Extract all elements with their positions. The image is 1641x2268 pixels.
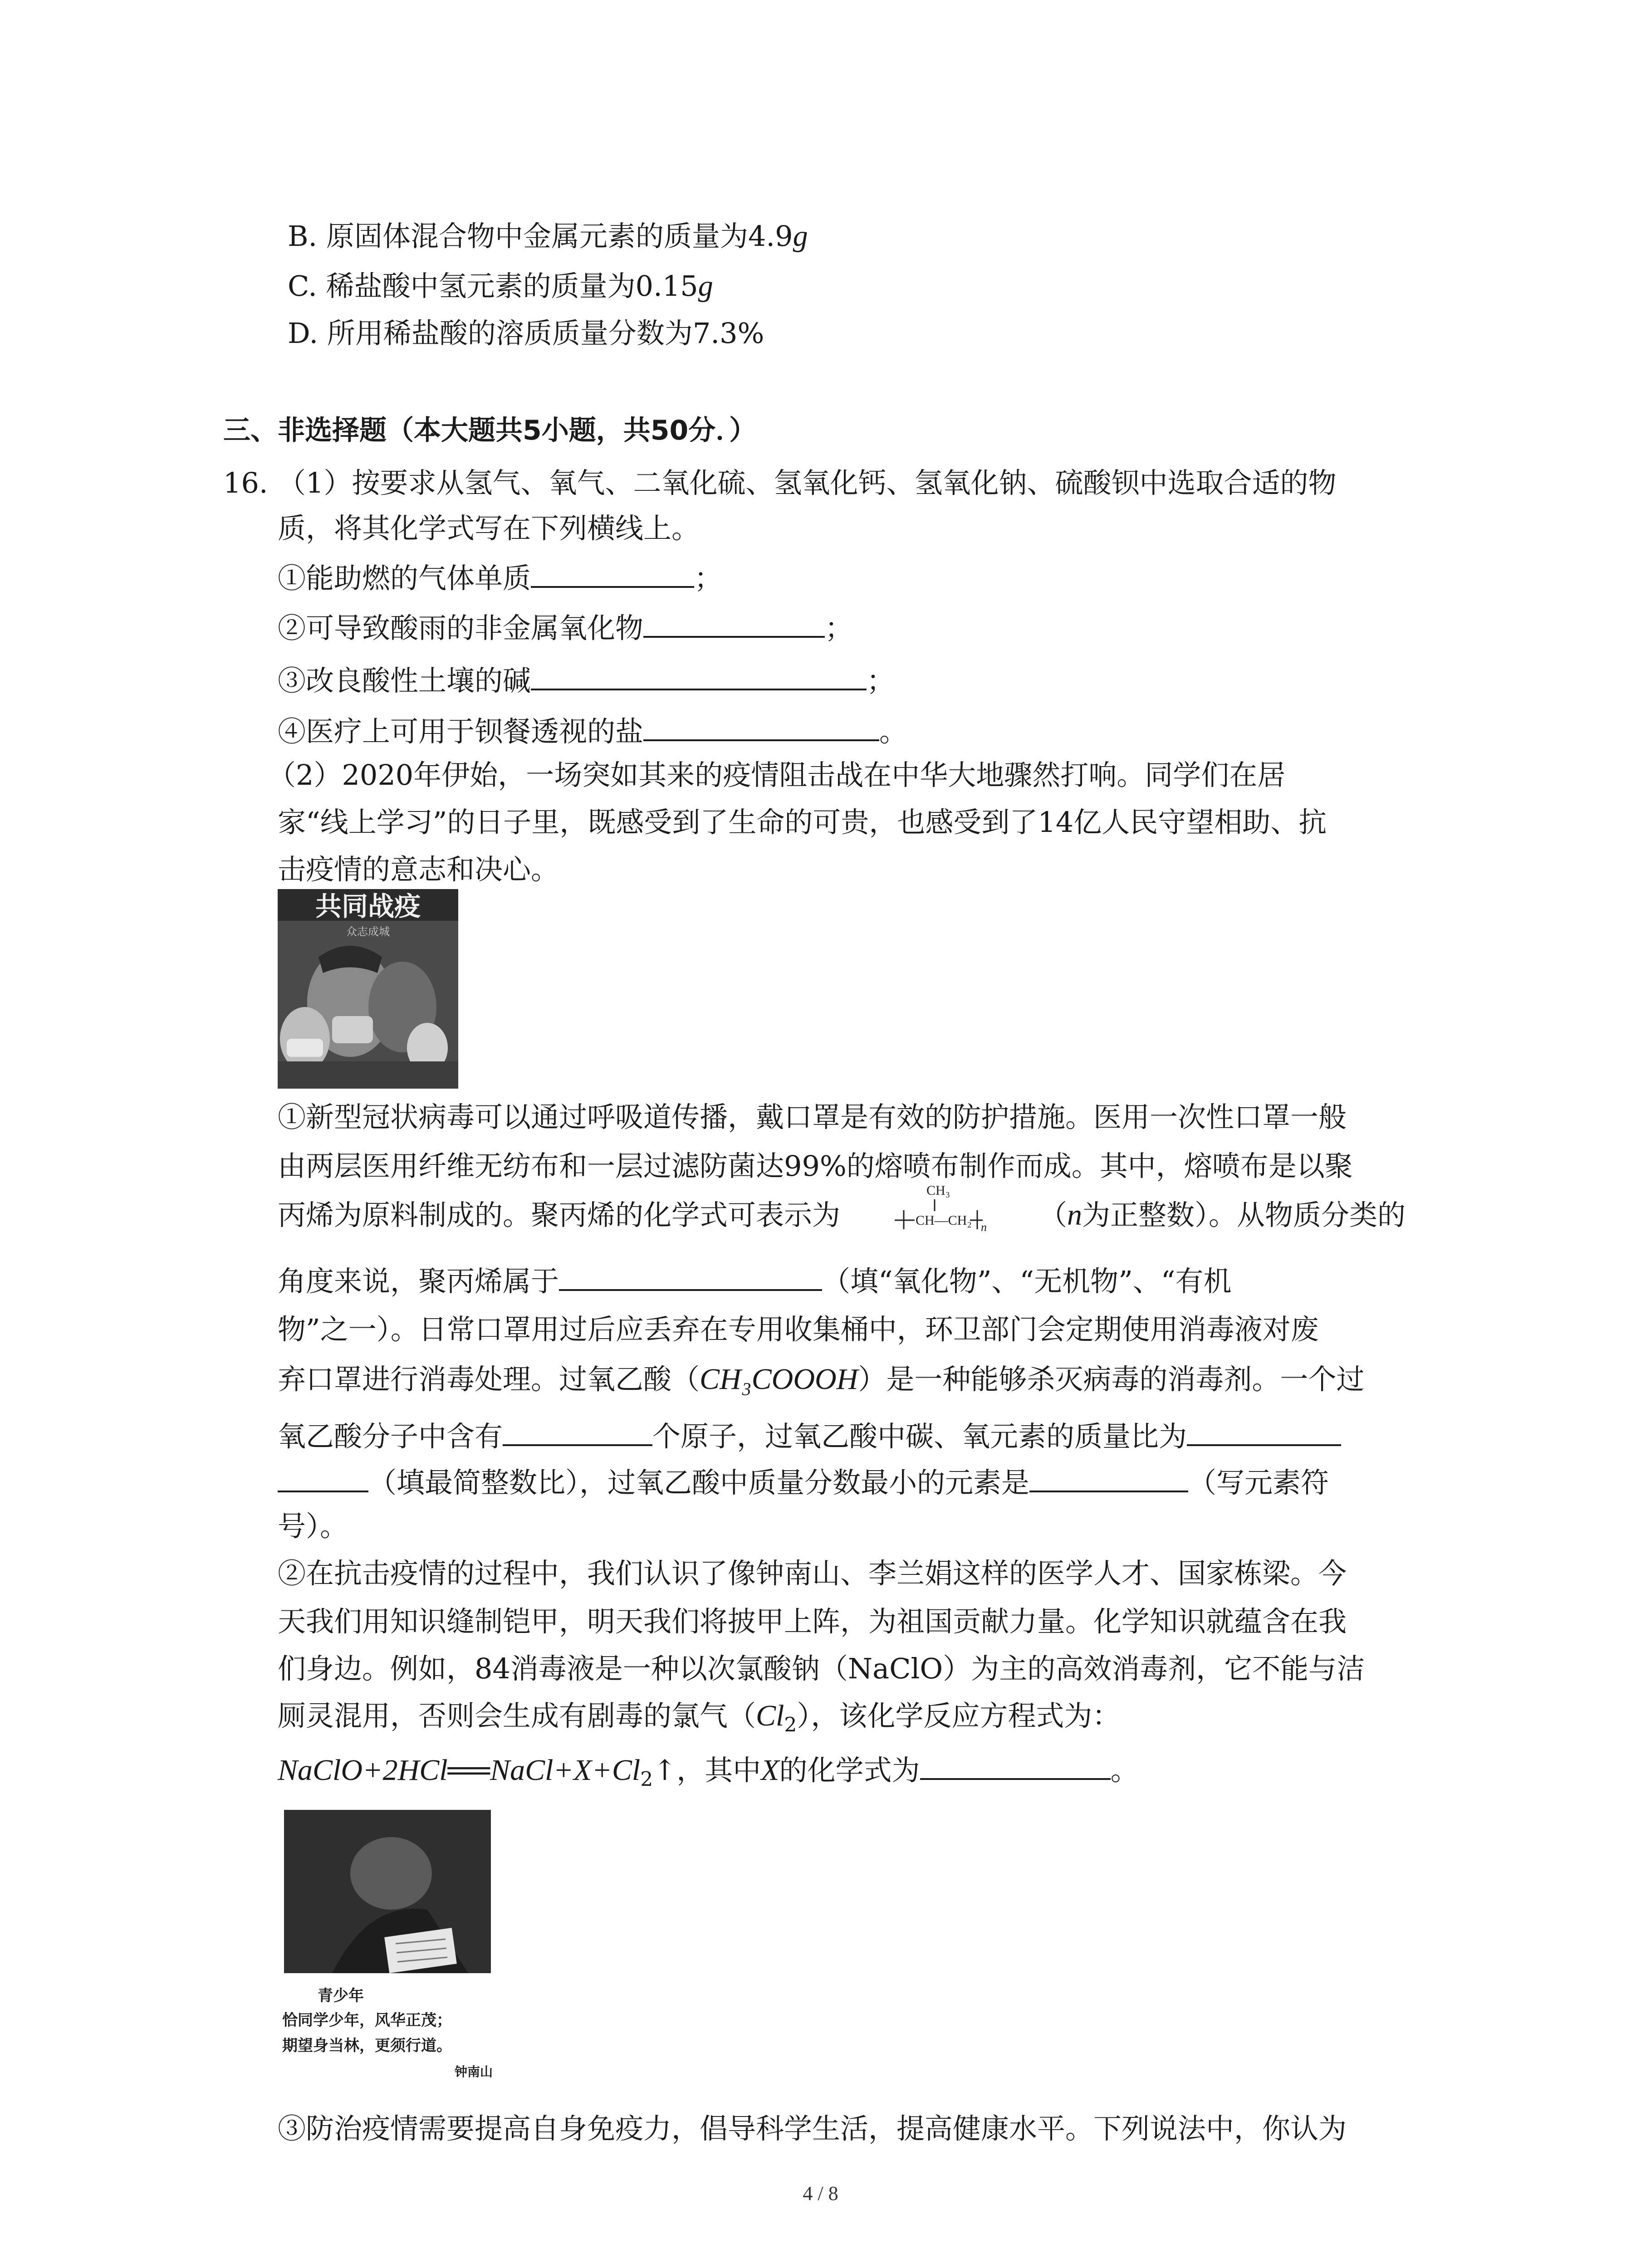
- answer-blank-7[interactable]: [1187, 1414, 1341, 1446]
- q16-s1-line3b: （n为正整数）。从物质分类的: [1039, 1198, 1406, 1232]
- q16-s1-line3a: 丙烯为原料制成的。聚丙烯的化学式可表示为: [278, 1198, 841, 1232]
- q16-s2-line4: 厕灵混用，否则会生成有剧毒的氯气$(Cl_2)$，该化学反应方程式为：: [278, 1699, 1121, 1737]
- q16-p1-line2: 质，将其化学式写在下列横线上。: [278, 512, 700, 545]
- answer-blank-6[interactable]: [503, 1414, 652, 1446]
- q16-s1-line4: 角度来说，聚丙烯属于 （填“氧化物”、“无机物”、“有机: [278, 1259, 1232, 1302]
- q16-s1-line7: 氧乙酸分子中含有 个原子，过氧乙酸中碳、氧元素的质量比为: [278, 1414, 1341, 1457]
- q16-s1-line6: 弃口罩进行消毒处理。过氧乙酸（CH₃COOOH）是一种能够杀灭病毒的消毒剂。一个过: [278, 1363, 1365, 1396]
- q16-s1-line2: 由两层医用纤维无纺布和一层过滤防菌达99%的熔喷布制作而成。其中，熔喷布是以聚: [278, 1149, 1353, 1183]
- answer-blank-2[interactable]: [643, 606, 825, 638]
- calligraphy-signature: 钟南山: [455, 2064, 493, 2079]
- q16-s1-line1: ①新型冠状病毒可以通过呼吸道传播，戴口罩是有效的防护措施。医用一次性口罩一般: [278, 1100, 1347, 1134]
- answer-blank-5[interactable]: [559, 1259, 822, 1291]
- q16-s2-line1: ②在抗击疫情的过程中，我们认识了像钟南山、李兰娟这样的医学人才、国家栋梁。今: [278, 1557, 1347, 1590]
- answer-blank-8[interactable]: [1029, 1461, 1188, 1492]
- answer-blank-3[interactable]: [531, 659, 867, 690]
- q16-s1-line9: 号）。: [278, 1510, 348, 1543]
- q16-s3-line1: ③防治疫情需要提高自身免疫力，倡导科学生活，提高健康水平。下列说法中，你认为: [278, 2112, 1347, 2145]
- q16-s2-line2: 天我们用知识缝制铠甲，明天我们将披甲上阵，为祖国贡献力量。化学知识就蕴含在我: [278, 1605, 1347, 1638]
- poster-title: 共同战疫: [315, 891, 421, 922]
- calligraphy-photo: [278, 1810, 495, 1987]
- answer-blank-4[interactable]: [643, 709, 879, 741]
- q16-p2-line1: （2）2020年伊始，一场突如其来的疫情阻击战在中华大地骤然打响。同学们在居: [268, 758, 1286, 792]
- calligraphy-line2: 期望身当林，更须行道。: [282, 2037, 452, 2055]
- q16-p2-line3: 击疫情的意志和决心。: [278, 853, 559, 886]
- q16-item1: ①能助燃的气体单质 ；: [278, 556, 722, 599]
- answer-blank-9[interactable]: [920, 1748, 1111, 1780]
- formula-n: n: [981, 1221, 987, 1234]
- option-d: D. 所用稀盐酸的溶质质量分数为7.3%: [288, 317, 764, 350]
- calligraphy-title: 青少年: [318, 1987, 364, 2005]
- q16-item2: ②可导致酸雨的非金属氧化物 ；: [278, 606, 853, 649]
- q16-p1-line1: （1）按要求从氢气、氧气、二氧化硫、氢氧化钙、氢氧化钠、硫酸钡中选取合适的物: [278, 466, 1337, 499]
- polypropylene-formula: [894, 1181, 1003, 1245]
- poster-subtitle: 众志成城: [346, 925, 390, 938]
- q16-s2-line3: 们身边。例如，84消毒液是一种以次氯酸钠（NaClO）为主的高效消毒剂，它不能与洁: [278, 1652, 1365, 1685]
- q16-equation: $NaClO+2HCl══NaCl+X+Cl_2↑$，其中X的化学式为 。: [278, 1748, 1139, 1800]
- formula-ch3: CH₃: [926, 1183, 950, 1198]
- calligraphy-line1: 恰同学少年，风华正茂；: [282, 2011, 452, 2029]
- option-b: B. 原固体混合物中金属元素的质量为4.9g: [288, 220, 808, 253]
- formula-chain: CH—CH₂: [916, 1213, 972, 1228]
- q16-s1-line5: 物”之一）。日常口罩用过后应丢弃在专用收集桶中，环卫部门会定期使用消毒液对废: [278, 1313, 1319, 1346]
- question-number: 16.: [223, 466, 268, 499]
- page-number: 4 / 8: [803, 2182, 838, 2204]
- q16-item3: ③改良酸性土壤的碱 ；: [278, 659, 895, 701]
- q16-p2-line2: 家“线上学习”的日子里，既感受到了生命的可贵，也感受到了14亿人民守望相助、抗: [278, 806, 1327, 839]
- answer-blank-7-cont[interactable]: [278, 1461, 368, 1492]
- q16-s1-line8: （填最简整数比），过氧乙酸中质量分数最小的元素是 （写元素符: [278, 1461, 1329, 1503]
- q16-item4: ④医疗上可用于钡餐透视的盐 。: [278, 709, 907, 752]
- section-heading: 三、非选择题（本大题共5小题，共50分．）: [223, 415, 757, 446]
- poster-image: [278, 889, 458, 1089]
- option-c: C. 稀盐酸中氢元素的质量为0.15g: [288, 269, 713, 303]
- poster-graphic: [278, 889, 458, 1089]
- answer-blank-1[interactable]: [531, 556, 694, 588]
